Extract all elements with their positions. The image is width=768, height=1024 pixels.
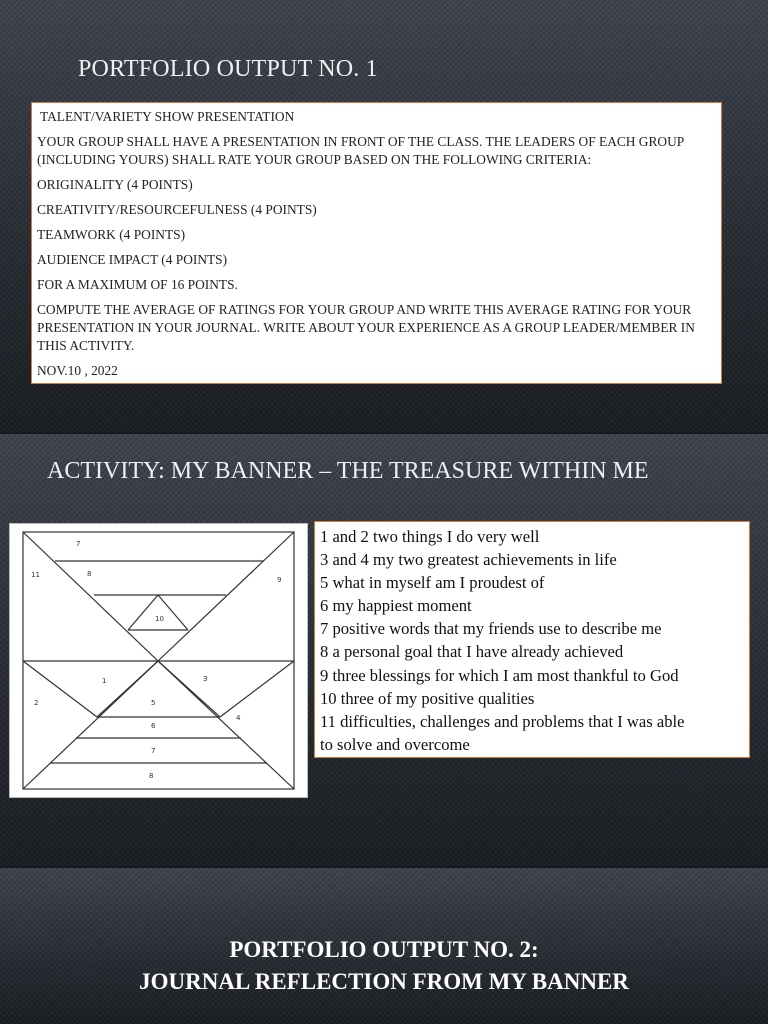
diagram-label: 7 <box>76 540 81 548</box>
criterion-item: ORIGINALITY (4 POINTS) <box>37 177 193 192</box>
legend-item: 6 my happiest moment <box>320 596 472 616</box>
diagram-label: 1 <box>102 677 107 685</box>
instructions-box <box>31 102 722 384</box>
diagram-label: 10 <box>155 615 164 623</box>
diagram-label: 6 <box>151 722 156 730</box>
diagram-label: 2 <box>34 699 39 707</box>
banner-diagram-svg <box>10 524 307 797</box>
diagram-label: 9 <box>277 576 282 584</box>
criterion-item: AUDIENCE IMPACT (4 POINTS) <box>37 252 228 267</box>
diagram-label: 11 <box>31 571 40 579</box>
legend-item: 7 positive words that my friends use to describe me <box>320 619 662 639</box>
legend-item: 3 and 4 my two greatest achievements in life <box>320 550 617 570</box>
criterion-item: CREATIVITY/RESOURCEFULNESS (4 POINTS) <box>37 202 317 217</box>
slide-title <box>0 934 768 998</box>
legend-item: 9 three blessings for which I am most thankful to God <box>320 665 679 685</box>
legend-item: to solve and overcome <box>320 734 470 754</box>
legend-item: 8 a personal goal that I have already achieved <box>320 642 624 662</box>
instruction-paragraph: YOUR GROUP SHALL HAVE A PRESENTATION IN FRONT OF THE CLASS. THE LEADERS OF EACH GROUP (INCLUDING YOURS) SHALL RATE YOUR GROUP BASED ON THE FOLLOWING CRITERIA: <box>37 134 684 167</box>
banner-legend-box <box>314 521 750 758</box>
slide-title: PORTFOLIO OUTPUT NO. 1 <box>78 56 378 82</box>
diagram-label: 4 <box>236 714 241 722</box>
max-points-note: FOR A MAXIMUM OF 16 POINTS. <box>37 277 238 292</box>
diagram-label: 7 <box>151 747 156 755</box>
date-text: NOV.10 , 2022 <box>37 363 118 378</box>
legend-item: 11 difficulties, challenges and problems that I was able <box>320 711 685 731</box>
diagram-label: 3 <box>203 675 208 683</box>
legend-item: 10 three of my positive qualities <box>320 688 535 708</box>
criterion-item: TEAMWORK (4 POINTS) <box>37 227 186 242</box>
diagram-label: 5 <box>151 699 156 707</box>
legend-item: 1 and 2 two things I do very well <box>320 527 540 546</box>
instruction-paragraph: COMPUTE THE AVERAGE OF RATINGS FOR YOUR GROUP AND WRITE THIS AVERAGE RATING FOR YOUR PRESENTATION IN YOUR JOURNAL. WRITE ABOUT YOUR EXPERIENCE AS A GROUP LEADER/MEMBER IN THIS ACTIVITY. <box>37 302 695 353</box>
slide-my-banner-activity <box>0 434 768 866</box>
diagram-label: 8 <box>149 772 154 780</box>
legend-item: 5 what in myself am I proudest of <box>320 573 545 593</box>
title-line-2: JOURNAL REFLECTION FROM MY BANNER <box>139 969 629 994</box>
diagram-label: 8 <box>87 570 92 578</box>
title-line-1: PORTFOLIO OUTPUT NO. 2: <box>229 937 539 962</box>
instruction-heading: TALENT/VARIETY SHOW PRESENTATION <box>40 109 295 124</box>
slide-portfolio-output-2 <box>0 868 768 1024</box>
banner-diagram <box>9 523 308 798</box>
slide-title: ACTIVITY: MY BANNER – THE TREASURE WITHIN ME <box>47 458 649 484</box>
slide-portfolio-output-1 <box>0 0 768 432</box>
